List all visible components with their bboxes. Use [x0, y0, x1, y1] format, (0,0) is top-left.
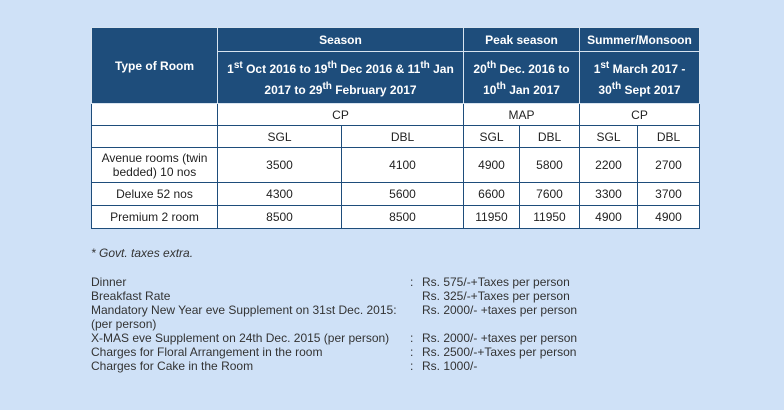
occupancy-header: SGL: [580, 126, 638, 148]
charge-label: Breakfast Rate: [91, 289, 171, 303]
rate-cell: 5800: [520, 148, 580, 183]
rate-cell: 5600: [342, 183, 464, 206]
summer-monsoon-dates: 1st March 2017 - 30th Sept 2017: [580, 52, 700, 104]
occupancy-header: SGL: [464, 126, 520, 148]
charge-value: Rs. 1000/-: [422, 359, 478, 373]
charge-row: [91, 345, 577, 359]
rate-cell: 8500: [218, 206, 342, 229]
peak-season-header: Peak season: [464, 28, 580, 52]
room-type-cell: Premium 2 room: [92, 206, 218, 229]
summer-plan: CP: [580, 104, 700, 126]
table-row: [92, 183, 700, 206]
rate-cell: 2200: [580, 148, 638, 183]
rate-cell: 2700: [638, 148, 700, 183]
charge-label: Charges for Floral Arrangement in the room: [91, 345, 323, 359]
charge-separator: :: [410, 345, 414, 359]
occupancy-header: DBL: [520, 126, 580, 148]
charge-separator: [408, 303, 422, 331]
charge-value: Rs. 2000/- +taxes per person: [422, 331, 578, 345]
charge-row: [91, 331, 577, 345]
charge-value: Rs. 2000/- +taxes per person: [422, 303, 578, 317]
charge-separator: :: [410, 359, 414, 373]
rate-cell: 7600: [520, 183, 580, 206]
season-dates: 1st Oct 2016 to 19th Dec 2016 & 11th Jan 2017 to 29th February 2017: [218, 52, 464, 104]
charge-value: Rs. 575/-+Taxes per person: [422, 275, 570, 289]
summer-monsoon-header: Summer/Monsoon: [580, 28, 700, 52]
rate-cell: 8500: [342, 206, 464, 229]
type-of-room-header: Type of Room: [92, 28, 218, 104]
occupancy-header: DBL: [342, 126, 464, 148]
charge-row: [91, 359, 577, 373]
tax-note: * Govt. taxes extra.: [91, 246, 194, 260]
charge-label: Charges for Cake in the Room: [91, 359, 254, 373]
charge-label: Mandatory New Year eve Supplement on 31st Dec. 2015: (per person): [91, 303, 397, 331]
charge-label: X-MAS eve Supplement on 24th Dec. 2015 (per person): [91, 331, 390, 345]
rate-cell: 4900: [464, 148, 520, 183]
additional-charges-list: [91, 275, 577, 373]
occupancy-row: [92, 126, 700, 148]
charge-value: Rs. 325/-+Taxes per person: [422, 289, 570, 303]
charge-separator: [408, 289, 422, 303]
table-row: [92, 148, 700, 183]
rate-cell: 11950: [520, 206, 580, 229]
room-type-cell: Avenue rooms (twin bedded) 10 nos: [92, 148, 218, 183]
rate-cell: 4300: [218, 183, 342, 206]
season-plan: CP: [218, 104, 464, 126]
header-row: [92, 28, 700, 52]
charge-separator: :: [410, 275, 414, 289]
empty-cell: [92, 126, 218, 148]
rate-cell: 3300: [580, 183, 638, 206]
peak-plan: MAP: [464, 104, 580, 126]
room-type-cell: Deluxe 52 nos: [92, 183, 218, 206]
empty-cell: [92, 104, 218, 126]
charge-row: [91, 275, 577, 289]
rate-cell: 4900: [638, 206, 700, 229]
rate-cell: 3700: [638, 183, 700, 206]
charge-label: Dinner: [91, 275, 127, 289]
charge-separator: :: [410, 331, 414, 345]
room-tariff-table: [91, 27, 700, 229]
rate-cell: 6600: [464, 183, 520, 206]
rate-cell: 3500: [218, 148, 342, 183]
peak-season-dates: 20th Dec. 2016 to 10th Jan 2017: [464, 52, 580, 104]
charge-row: [91, 289, 577, 303]
occupancy-header: DBL: [638, 126, 700, 148]
meal-plan-row: [92, 104, 700, 126]
table-row: [92, 206, 700, 229]
charge-row: [91, 303, 577, 331]
rate-cell: 4100: [342, 148, 464, 183]
season-header: Season: [218, 28, 464, 52]
occupancy-header: SGL: [218, 126, 342, 148]
charge-value: Rs. 2500/-+Taxes per person: [422, 345, 577, 359]
rate-cell: 11950: [464, 206, 520, 229]
rate-cell: 4900: [580, 206, 638, 229]
